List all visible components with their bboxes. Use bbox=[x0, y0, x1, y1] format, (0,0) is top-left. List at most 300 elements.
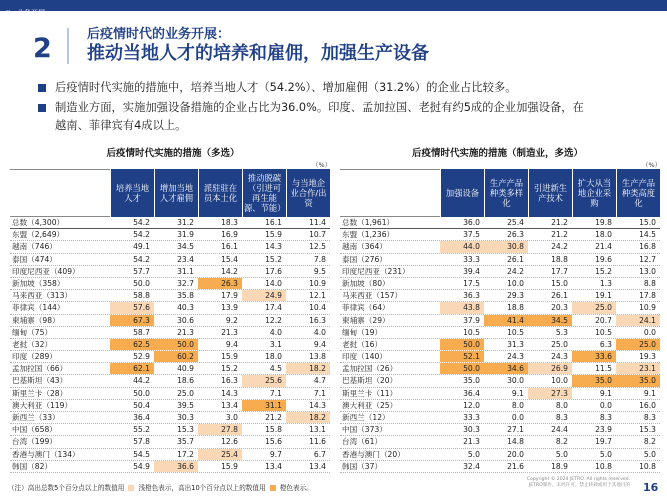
table-cell: 13.1 bbox=[309, 425, 326, 435]
table-cell: 18.0 bbox=[595, 230, 612, 240]
table-cell: 23.9 bbox=[595, 425, 612, 435]
table-row bbox=[10, 351, 330, 363]
table-row bbox=[10, 424, 330, 436]
table-cell: 57.8 bbox=[133, 437, 150, 447]
table-cell: 12.7 bbox=[639, 254, 656, 264]
table-row bbox=[10, 278, 330, 290]
table-row bbox=[340, 254, 660, 266]
table-cell: 11.4 bbox=[309, 218, 326, 227]
table-row bbox=[340, 217, 660, 229]
table-cell: 26.1 bbox=[551, 291, 568, 301]
table-cell: 34.5 bbox=[528, 315, 572, 326]
column-header: 生产产品种类高度化 bbox=[616, 169, 660, 217]
table-row bbox=[340, 339, 660, 351]
table-cell: 1.3 bbox=[599, 278, 612, 288]
table-row bbox=[10, 254, 330, 266]
table-cell: 33.3 bbox=[463, 254, 480, 264]
table-cell: 26.3 bbox=[507, 230, 524, 240]
table-cell: 8.3 bbox=[555, 413, 568, 422]
row-label: 巴基斯坦（20） bbox=[342, 376, 398, 386]
row-label: 韩国（37） bbox=[342, 461, 383, 471]
table-cell: 54.9 bbox=[133, 461, 150, 471]
row-label: 孟加拉国（26） bbox=[342, 364, 398, 374]
table-row bbox=[10, 363, 330, 375]
table-cell: 54.5 bbox=[133, 449, 150, 459]
table-cell: 36.4 bbox=[133, 413, 150, 422]
table-cell: 15.0 bbox=[551, 278, 568, 288]
table-cell: 16.3 bbox=[221, 376, 238, 386]
column-header: 派驻驻在员本土化 bbox=[198, 169, 242, 217]
table-cell: 33.6 bbox=[572, 351, 616, 362]
table-cell: 21.3 bbox=[463, 437, 480, 447]
bullet-text: 后疫情时代实施的措施中，培养当地人才（54.2%）、增加雇佣（31.2%）的企业占比较多。 bbox=[55, 81, 517, 94]
table-cell: 9.4 bbox=[225, 339, 238, 349]
table-row bbox=[340, 363, 660, 375]
row-label: 印度（140） bbox=[342, 352, 387, 362]
table-cell: 10.9 bbox=[639, 303, 656, 313]
table-cell: 13.8 bbox=[309, 352, 326, 362]
table-cell: 3.1 bbox=[269, 339, 282, 349]
light-orange-swatch bbox=[128, 485, 134, 491]
table-cell: 24.2 bbox=[507, 266, 524, 276]
table-cell: 8.2 bbox=[555, 437, 568, 447]
table-cell: 15.6 bbox=[265, 437, 282, 447]
table-row bbox=[10, 400, 330, 412]
table-header bbox=[340, 169, 660, 217]
table-cell: 18.2 bbox=[286, 412, 330, 423]
table-cell: 37.9 bbox=[463, 315, 480, 325]
table-cell: 25.0 bbox=[551, 339, 568, 349]
slide-number: 2 bbox=[33, 33, 52, 64]
table-cell: 25.6 bbox=[242, 375, 286, 386]
table-row bbox=[340, 461, 660, 473]
table-cell: 43.8 bbox=[440, 302, 484, 313]
table-cell: 24.1 bbox=[616, 315, 660, 326]
table-cell: 10.9 bbox=[309, 278, 326, 288]
row-label: 中国（373） bbox=[342, 425, 387, 435]
table-cell: 21.2 bbox=[551, 218, 568, 227]
table-cell: 40.3 bbox=[177, 303, 194, 313]
table-cell: 16.1 bbox=[265, 218, 282, 227]
table-row bbox=[340, 449, 660, 461]
table-row bbox=[10, 229, 330, 241]
table-cell: 31.1 bbox=[177, 266, 194, 276]
table-cell: 24.3 bbox=[507, 352, 524, 362]
table-cell: 15.2 bbox=[265, 254, 282, 264]
table-cell: 25.4 bbox=[507, 218, 524, 227]
table-cell: 9.5 bbox=[313, 266, 326, 276]
table-cell: 19.1 bbox=[595, 291, 612, 301]
column-header: 扩大从当地企业采购 bbox=[572, 169, 616, 217]
table-cell: 35.0 bbox=[572, 375, 616, 386]
table-cell: 35.8 bbox=[177, 291, 194, 301]
section-label: II．业务开展 bbox=[6, 9, 46, 17]
column-header: 生产产品种类多样化 bbox=[484, 169, 528, 217]
table-cell: 13.0 bbox=[639, 266, 656, 276]
row-label: 柬埔寨（98） bbox=[12, 315, 60, 325]
table-cell: 30.3 bbox=[463, 425, 480, 435]
table-cell: 24.3 bbox=[551, 352, 568, 362]
bullet-text: 制造业方面，实施加强设备措施的企业占比为36.0%。印度、孟加拉国、老挝有约5成的企业加强设备，在 bbox=[55, 101, 584, 114]
column-header: 引进新生产技术 bbox=[528, 169, 572, 217]
table-cell: 50.0 bbox=[440, 363, 484, 374]
table-row bbox=[10, 449, 330, 461]
table-row bbox=[340, 229, 660, 241]
table-cell: 54.2 bbox=[133, 230, 150, 240]
table-cell: 18.8 bbox=[551, 254, 568, 264]
table-cell: 15.8 bbox=[265, 425, 282, 435]
table-cell: 50.4 bbox=[133, 400, 150, 410]
table-cell: 14.3 bbox=[265, 242, 282, 252]
table-cell: 58.7 bbox=[133, 327, 150, 337]
footnote-suffix: 橙色表示。 bbox=[279, 484, 313, 492]
table-cell: 6.7 bbox=[313, 449, 326, 459]
table-cell: 8.0 bbox=[511, 400, 524, 410]
bullet-text-continued: 越南、菲律宾有4成以上。 bbox=[55, 119, 187, 132]
table-cell: 20.3 bbox=[551, 303, 568, 313]
table-row bbox=[340, 302, 660, 314]
table-row bbox=[10, 217, 330, 229]
row-label: 柬埔寨（29） bbox=[342, 315, 390, 325]
table-cell: 25.4 bbox=[198, 449, 242, 460]
table-cell: 39.5 bbox=[177, 400, 194, 410]
table-cell: 50.0 bbox=[133, 388, 150, 398]
table-cell: 5.0 bbox=[467, 449, 480, 459]
table-cell: 12.5 bbox=[309, 242, 326, 252]
row-label: 菲律宾（144） bbox=[12, 303, 65, 313]
table-cell: 57.7 bbox=[133, 266, 150, 276]
row-label: 东盟（2,649） bbox=[12, 230, 65, 240]
table-cell: 14.2 bbox=[221, 266, 238, 276]
table-cell: 27.1 bbox=[507, 425, 524, 435]
table-cell: 54.2 bbox=[133, 218, 150, 227]
row-label: 新西兰（12） bbox=[342, 413, 390, 422]
row-label: 孟加拉国（66） bbox=[12, 364, 68, 374]
row-label: 东盟（1,236） bbox=[342, 230, 395, 240]
table-cell: 32.7 bbox=[177, 278, 194, 288]
table-cell: 25.0 bbox=[616, 339, 660, 350]
table-cell: 30.6 bbox=[177, 315, 194, 325]
left-table-unit: （%） bbox=[312, 161, 332, 169]
table-cell: 14.3 bbox=[309, 400, 326, 410]
row-label: 新加坡（358） bbox=[12, 278, 65, 288]
row-label: 印度（289） bbox=[12, 352, 57, 362]
table-cell: 13.4 bbox=[221, 400, 238, 410]
table-cell: 23.1 bbox=[616, 363, 660, 374]
table-cell: 36.3 bbox=[463, 291, 480, 301]
table-cell: 62.5 bbox=[110, 339, 154, 350]
row-label: 香港与澳门（134） bbox=[12, 449, 80, 459]
row-label: 越南（364） bbox=[342, 242, 387, 252]
table-row bbox=[10, 266, 330, 278]
table-cell: 10.0 bbox=[507, 278, 524, 288]
table-cell: 10.8 bbox=[639, 461, 656, 471]
table-cell: 18.8 bbox=[507, 303, 524, 313]
table-cell: 21.2 bbox=[551, 230, 568, 240]
table-cell: 62.1 bbox=[110, 363, 154, 374]
table-cell: 60.2 bbox=[154, 351, 198, 362]
table-cell: 6.3 bbox=[599, 339, 612, 349]
table-cell: 4.0 bbox=[269, 327, 282, 337]
row-label: 老挝（32） bbox=[12, 339, 53, 349]
row-label: 泰国（474） bbox=[12, 254, 57, 264]
table-cell: 10.4 bbox=[309, 303, 326, 313]
row-label: 缅甸（75） bbox=[12, 327, 53, 337]
table-cell: 52.1 bbox=[440, 351, 484, 362]
table-row bbox=[10, 302, 330, 314]
right-table bbox=[340, 169, 660, 473]
table-cell: 16.9 bbox=[221, 230, 238, 240]
table-row bbox=[10, 315, 330, 327]
table-cell: 19.8 bbox=[595, 218, 612, 227]
table-cell: 15.2 bbox=[595, 266, 612, 276]
table-cell: 21.6 bbox=[507, 461, 524, 471]
table-cell: 24.9 bbox=[242, 290, 286, 301]
row-label: 新西兰（33） bbox=[12, 413, 60, 422]
header-blank-cell bbox=[10, 169, 110, 217]
table-cell: 7.1 bbox=[269, 388, 282, 398]
row-label: 新加坡（80） bbox=[342, 278, 390, 288]
table-cell: 5.0 bbox=[643, 449, 656, 459]
table-cell: 10.0 bbox=[551, 376, 568, 386]
table-cell: 26.3 bbox=[198, 278, 242, 289]
table-row bbox=[10, 412, 330, 424]
table-cell: 15.2 bbox=[221, 364, 238, 374]
top-bar bbox=[0, 0, 667, 17]
table-cell: 8.3 bbox=[599, 413, 612, 422]
bullet-1 bbox=[38, 79, 658, 97]
table-cell: 11.5 bbox=[595, 364, 612, 374]
table-cell: 18.6 bbox=[177, 376, 194, 386]
table-cell: 25.0 bbox=[572, 302, 616, 313]
table-cell: 15.9 bbox=[221, 461, 238, 471]
row-label: 泰国（276） bbox=[342, 254, 387, 264]
table-cell: 14.3 bbox=[221, 388, 238, 398]
table-row bbox=[10, 339, 330, 351]
table-cell: 17.5 bbox=[463, 278, 480, 288]
row-label: 台湾（61） bbox=[342, 437, 383, 447]
table-cell: 20.7 bbox=[595, 315, 612, 325]
table-cell: 31.2 bbox=[177, 218, 194, 227]
table-cell: 10.8 bbox=[595, 461, 612, 471]
table-cell: 12.6 bbox=[221, 437, 238, 447]
table-cell: 3.0 bbox=[225, 413, 238, 422]
table-cell: 27.8 bbox=[198, 424, 242, 435]
table-row bbox=[340, 436, 660, 448]
table-cell: 16.0 bbox=[639, 400, 656, 410]
table-cell: 5.0 bbox=[599, 449, 612, 459]
table-cell: 10.5 bbox=[595, 327, 612, 337]
table-cell: 14.0 bbox=[265, 278, 282, 288]
table-row bbox=[10, 436, 330, 448]
table-cell: 31.1 bbox=[242, 400, 286, 411]
table-cell: 17.9 bbox=[221, 291, 238, 301]
table-row bbox=[340, 241, 660, 253]
row-label: 斯里兰卡（28） bbox=[12, 388, 68, 398]
table-cell: 26.1 bbox=[507, 254, 524, 264]
copyright bbox=[500, 477, 630, 489]
table-cell: 10.7 bbox=[309, 230, 326, 240]
table-cell: 9.4 bbox=[313, 339, 326, 349]
copyright-line1: Copyright © 2024 JETRO. All rights reserved. bbox=[526, 477, 630, 482]
table-cell: 9.1 bbox=[511, 388, 524, 398]
table-row bbox=[340, 266, 660, 278]
table-cell: 14.8 bbox=[507, 437, 524, 447]
table-cell: 13.4 bbox=[265, 461, 282, 471]
table-cell: 8.8 bbox=[643, 278, 656, 288]
table-cell: 17.2 bbox=[177, 449, 194, 459]
column-header: 培养当地人才 bbox=[110, 169, 154, 217]
table-row bbox=[10, 388, 330, 400]
table-cell: 54.2 bbox=[133, 254, 150, 264]
bullet-square-icon bbox=[38, 104, 46, 112]
column-header: 推动脱碳（引进可再生能源、节能） bbox=[242, 169, 286, 217]
table-cell: 18.3 bbox=[221, 218, 238, 227]
table-cell: 34.5 bbox=[177, 242, 194, 252]
table-cell: 0.0 bbox=[599, 400, 612, 410]
table-cell: 31.9 bbox=[177, 230, 194, 240]
table-cell: 50.0 bbox=[133, 278, 150, 288]
table-cell: 39.4 bbox=[463, 266, 480, 276]
table-cell: 21.3 bbox=[177, 327, 194, 337]
table-cell: 14.5 bbox=[639, 230, 656, 240]
table-cell: 5.3 bbox=[555, 327, 568, 337]
table-cell: 0.0 bbox=[511, 413, 524, 422]
table-cell: 15.3 bbox=[177, 425, 194, 435]
page-number: 16 bbox=[643, 481, 659, 494]
table-cell: 19.7 bbox=[595, 437, 612, 447]
table-cell: 0.0 bbox=[643, 327, 656, 337]
table-cell: 19.3 bbox=[639, 352, 656, 362]
table-cell: 10.5 bbox=[507, 327, 524, 337]
row-label: 中国（658） bbox=[12, 425, 57, 435]
table-cell: 16.1 bbox=[221, 242, 238, 252]
table-cell: 25.0 bbox=[177, 388, 194, 398]
table-cell: 17.4 bbox=[265, 303, 282, 313]
table-cell: 36.0 bbox=[463, 218, 480, 227]
table-cell: 8.0 bbox=[555, 400, 568, 410]
table-cell: 55.2 bbox=[133, 425, 150, 435]
table-row bbox=[10, 241, 330, 253]
table-cell: 30.8 bbox=[484, 241, 528, 252]
table-cell: 21.3 bbox=[221, 327, 238, 337]
row-label: 印度尼西亚（409） bbox=[12, 266, 80, 276]
table-cell: 19.6 bbox=[595, 254, 612, 264]
header-blank-cell bbox=[340, 169, 440, 217]
table-cell: 9.7 bbox=[269, 449, 282, 459]
table-cell: 13.4 bbox=[309, 461, 326, 471]
table-cell: 26.9 bbox=[528, 363, 572, 374]
page-subtitle: 后疫情时代的业务开展： bbox=[87, 27, 231, 42]
table-row bbox=[10, 461, 330, 473]
page-title: 推动当地人才的培养和雇佣，加强生产设备 bbox=[87, 43, 429, 64]
table-cell: 50.0 bbox=[440, 339, 484, 350]
table-cell: 27.3 bbox=[528, 388, 572, 399]
table-cell: 16.3 bbox=[309, 315, 326, 325]
row-label: 印度尼西亚（231） bbox=[342, 266, 410, 276]
table-cell: 33.3 bbox=[463, 413, 480, 422]
table-cell: 9.1 bbox=[643, 388, 656, 398]
column-header: 增加当地人才雇佣 bbox=[154, 169, 198, 217]
table-cell: 17.7 bbox=[551, 266, 568, 276]
column-header: 加强设备 bbox=[440, 169, 484, 217]
table-cell: 18.0 bbox=[265, 352, 282, 362]
table-row bbox=[10, 375, 330, 387]
table-cell: 23.4 bbox=[177, 254, 194, 264]
table-cell: 17.6 bbox=[265, 266, 282, 276]
table-cell: 12.0 bbox=[463, 400, 480, 410]
table-cell: 29.3 bbox=[507, 291, 524, 301]
table-cell: 30.3 bbox=[177, 413, 194, 422]
row-label: 澳大利亚（25） bbox=[342, 400, 398, 410]
orange-swatch bbox=[270, 485, 276, 491]
row-label: 老挝（16） bbox=[342, 339, 383, 349]
row-label: 总数（4,300） bbox=[12, 218, 65, 227]
table-cell: 8.2 bbox=[643, 437, 656, 447]
table-cell: 15.0 bbox=[639, 218, 656, 227]
table-cell: 15.4 bbox=[221, 254, 238, 264]
row-label: 韩国（82） bbox=[12, 461, 53, 471]
footnote-mid: 浅橙色表示，高出10个百分点以上的数值用 bbox=[138, 484, 266, 492]
row-label: 巴基斯坦（43） bbox=[12, 376, 68, 386]
table-cell: 24.2 bbox=[551, 242, 568, 252]
row-label: 马来西亚（313） bbox=[12, 291, 73, 301]
row-label: 香港与澳门（20） bbox=[342, 449, 405, 459]
table-cell: 4.0 bbox=[313, 327, 326, 337]
table-cell: 31.3 bbox=[507, 339, 524, 349]
row-label: 斯里兰卡（11） bbox=[342, 388, 398, 398]
table-cell: 57.6 bbox=[110, 302, 154, 313]
table-row bbox=[340, 388, 660, 400]
table-row bbox=[340, 412, 660, 424]
table-cell: 58.8 bbox=[133, 291, 150, 301]
table-cell: 5.0 bbox=[555, 449, 568, 459]
table-row bbox=[340, 290, 660, 302]
table-cell: 17.8 bbox=[639, 291, 656, 301]
right-table-unit: （%） bbox=[642, 161, 662, 169]
bullet-square-icon bbox=[38, 84, 46, 92]
table-cell: 12.1 bbox=[309, 291, 326, 301]
table-row bbox=[340, 315, 660, 327]
right-table-title: 后疫情时代实施的措施（制造业，多选） bbox=[411, 148, 583, 159]
row-label: 总数（1,961） bbox=[342, 218, 395, 227]
column-header: 与当地企业合作/出资 bbox=[286, 169, 330, 217]
table-cell: 4.7 bbox=[313, 376, 326, 386]
table-cell: 67.3 bbox=[110, 315, 154, 326]
table-cell: 8.3 bbox=[643, 413, 656, 422]
table-cell: 44.0 bbox=[440, 241, 484, 252]
footnote bbox=[8, 482, 313, 492]
table-cell: 35.7 bbox=[177, 437, 194, 447]
table-cell: 21.2 bbox=[265, 413, 282, 422]
table-cell: 7.8 bbox=[313, 254, 326, 264]
title-divider bbox=[67, 28, 69, 64]
bullet-2 bbox=[38, 99, 658, 135]
table-cell: 49.1 bbox=[133, 242, 150, 252]
table-cell: 36.4 bbox=[463, 388, 480, 398]
table-cell: 37.5 bbox=[463, 230, 480, 240]
table-cell: 15.3 bbox=[639, 425, 656, 435]
table-cell: 32.4 bbox=[463, 461, 480, 471]
row-label: 马来西亚（157） bbox=[342, 291, 403, 301]
table-cell: 50.0 bbox=[154, 339, 198, 350]
table-cell: 40.9 bbox=[177, 364, 194, 374]
table-cell: 11.6 bbox=[309, 437, 326, 447]
table-cell: 24.4 bbox=[551, 425, 568, 435]
table-cell: 18.9 bbox=[551, 461, 568, 471]
table-cell: 18.2 bbox=[286, 363, 330, 374]
table-cell: 41.4 bbox=[484, 315, 528, 326]
